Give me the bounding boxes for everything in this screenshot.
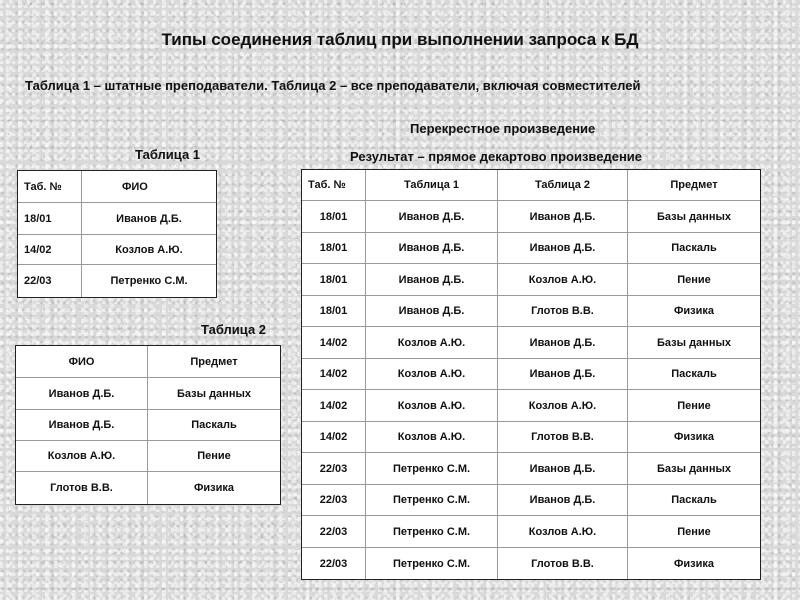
result-cell: 18/01 [302,296,366,327]
table2-header-fio: ФИО [16,346,148,378]
result-cell: Физика [628,422,760,453]
result-cell: Иванов Д.Б. [498,453,628,485]
table1-cell: Иванов Д.Б. [82,203,216,235]
result-header-subject: Предмет [628,170,760,201]
result-cell: Глотов В.В. [498,548,628,579]
result-header-tabno: Таб. № [302,170,366,201]
table-row [302,453,760,485]
table-row [302,359,760,390]
table1 [17,170,217,298]
result-label-cartesian: Результат – прямое декартово произведение [350,149,643,164]
table-row [16,378,280,410]
result-cell: Иванов Д.Б. [366,233,498,264]
result-cell: 14/02 [302,359,366,390]
table1-header-fio: ФИО [82,171,216,203]
table2-cell: Козлов А.Ю. [16,441,148,472]
result-cell: Физика [673,557,714,570]
table1-header-tabno: Таб. № [18,171,82,203]
table2-header-subject: Предмет [148,346,280,378]
result-table [301,169,761,580]
result-cell: Иванов Д.Б. [366,201,498,233]
result-cell: 18/01 [302,264,366,296]
table1-label: Таблица 1 [135,147,201,162]
table2-cell: Паскаль [148,410,280,441]
result-cell: Паскаль [628,485,760,516]
table2-label: Таблица 2 [201,322,267,337]
result-cell: Козлов А.Ю. [366,327,498,359]
table-row [302,264,760,296]
result-cell: Козлов А.Ю. [498,516,628,548]
table-row [302,548,760,579]
result-cell: Иванов Д.Б. [498,327,628,359]
table2-cell: Базы данных [148,378,280,410]
table1-cell: 22/03 [18,265,82,297]
result-cell: Глотов В.В. [498,296,628,327]
result-cell: Петренко С.М. [366,453,498,485]
table-row [302,516,760,548]
result-cell: Паскаль [628,359,760,390]
result-cell: Петренко С.М. [366,485,498,516]
result-cell: Пение [628,390,760,422]
table-row [18,235,216,265]
table1-header-row [18,171,216,203]
result-cell: Пение [628,516,760,548]
result-cell: Иванов Д.Б. [366,264,498,296]
result-header-table2: Таблица 2 [498,170,628,201]
result-cell: Иванов Д.Б. [498,233,628,264]
table-row [16,472,280,504]
table2-cell: Физика [193,482,234,494]
table-row [18,265,216,297]
result-cell: Базы данных [628,327,760,359]
result-cell: Иванов Д.Б. [498,359,628,390]
table-row [16,441,280,472]
result-cell: Петренко С.М. [366,516,498,548]
result-cell: 22/03 [302,548,366,579]
table1-cell: 18/01 [18,203,82,235]
table2 [15,345,281,505]
result-cell: Базы данных [628,201,760,233]
result-cell: 22/03 [302,516,366,548]
table2-cell: Иванов Д.Б. [16,410,148,441]
table-row [302,201,760,233]
slide-title: Типы соединения таблиц при выполнении запроса к БД [161,30,639,49]
result-cell: Козлов А.Ю. [498,390,628,422]
table1-cell: 14/02 [18,235,82,265]
table1-cell: Козлов А.Ю. [82,235,216,265]
table-row [302,233,760,264]
result-cell: Иванов Д.Б. [366,296,498,327]
result-cell: 18/01 [302,233,366,264]
result-cell: Иванов Д.Б. [498,485,628,516]
table-row [18,203,216,235]
table-row [302,422,760,453]
slide-subtitle: Таблица 1 – штатные преподаватели. Таблица 2 – все преподаватели, включая совместителей [25,78,641,93]
result-cell: Паскаль [628,233,760,264]
table-row [302,327,760,359]
table-row [302,296,760,327]
result-cell: 14/02 [302,422,366,453]
result-cell: Козлов А.Ю. [366,390,498,422]
result-header-row [302,170,760,201]
table2-header-row [16,346,280,378]
table2-cell: Глотов В.В. [16,472,148,504]
table-row [16,410,280,441]
result-cell: Глотов В.В. [498,422,628,453]
result-cell: Иванов Д.Б. [498,201,628,233]
result-cell: 18/01 [302,201,366,233]
table2-cell: Пение [148,441,280,472]
result-cell: Базы данных [628,453,760,485]
result-cell: Козлов А.Ю. [498,264,628,296]
result-cell: Петренко С.М. [366,548,498,579]
table2-cell: Иванов Д.Б. [16,378,148,410]
table-row [302,485,760,516]
result-cell: 22/03 [302,453,366,485]
result-cell: 22/03 [302,485,366,516]
result-cell: 14/02 [302,327,366,359]
result-label-cross-product: Перекрестное произведение [410,121,596,136]
result-cell: 14/02 [302,390,366,422]
result-cell: Козлов А.Ю. [366,422,498,453]
result-cell: Козлов А.Ю. [366,359,498,390]
result-cell: Физика [628,296,760,327]
table1-cell: Петренко С.М. [110,275,188,287]
table-row [302,390,760,422]
result-cell: Пение [628,264,760,296]
result-header-table1: Таблица 1 [366,170,498,201]
